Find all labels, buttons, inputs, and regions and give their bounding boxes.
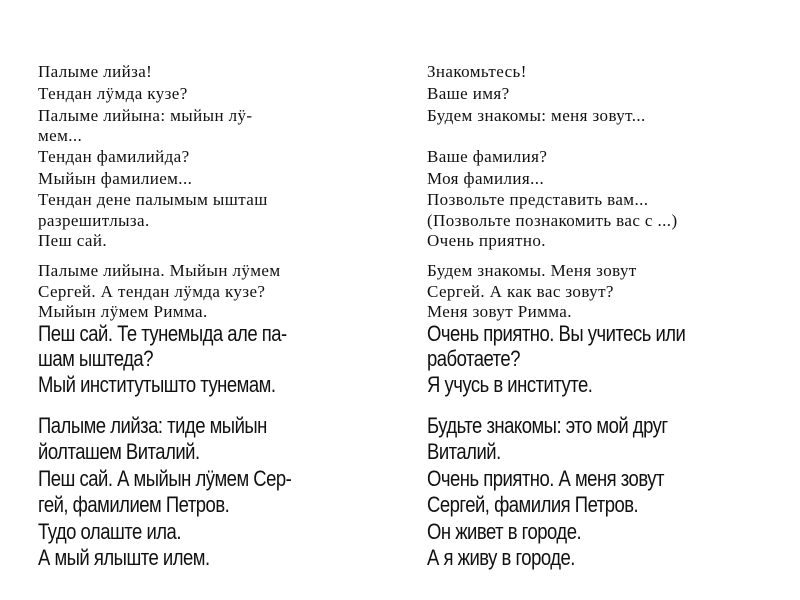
mari-line: разрешитлыза. [38, 211, 150, 230]
russian-line: Ваше фамилия? [427, 147, 548, 166]
mari-line: Мыйын фамилием... [38, 169, 193, 188]
russian-line: Он живет в городе. [427, 519, 582, 544]
mari-line: Сергей. А тендан лӱмда кузе? [38, 282, 266, 301]
russian-line: Я учусь в институте. [427, 372, 593, 397]
russian-line: А я живу в городе. [427, 545, 575, 570]
mari-line: йолташем Виталий. [38, 439, 200, 464]
mari-line: А мый ялыште илем. [38, 545, 210, 570]
russian-line: Позвольте представить вам... [427, 190, 649, 209]
russian-line: работаете? [427, 346, 520, 371]
russian-line: Виталий. [427, 439, 501, 464]
russian-line: Очень приятно. А меня зовут [427, 466, 664, 491]
mari-line: мем... [38, 126, 83, 145]
russian-line: Будем знакомы: меня зовут... [427, 106, 646, 125]
mari-line: Палыме лийза! [38, 62, 153, 81]
mari-line: гей, фамилием Петров. [38, 492, 230, 517]
mari-line: Палыме лийына: мыйын лӱ- [38, 106, 253, 125]
mari-line: Тендан лӱмда кузе? [38, 84, 188, 103]
mari-line: Тендан фамилийда? [38, 147, 190, 166]
russian-line: (Позвольте познакомить вас с ...) [427, 211, 678, 230]
mari-line: Пеш сай. А мыйын лӱмем Сер- [38, 466, 292, 491]
mari-line: Тудо олаште ила. [38, 519, 181, 544]
russian-line: Очень приятно. Вы учитесь или [427, 321, 686, 346]
mari-line: Мыйын лӱмем Римма. [38, 302, 208, 321]
mari-line: Пеш сай. [38, 231, 108, 250]
russian-line: Будем знакомы. Меня зовут [427, 261, 637, 280]
mari-line: шам ыштеда? [38, 346, 153, 371]
russian-line: Сергей. А как вас зовут? [427, 282, 614, 301]
mari-line: Палыме лийына. Мыйын лӱмем [38, 261, 281, 280]
russian-line: Сергей, фамилия Петров. [427, 492, 639, 517]
mari-line: Мый институтышто тунемам. [38, 372, 276, 397]
russian-line: Очень приятно. [427, 231, 546, 250]
russian-line: Знакомьтесь! [427, 62, 527, 81]
russian-line: Моя фамилия... [427, 169, 545, 188]
russian-line: Ваше имя? [427, 84, 510, 103]
russian-line: Меня зовут Римма. [427, 302, 572, 321]
mari-line: Тендан дене палымым ышташ [38, 190, 268, 209]
russian-line: Будьте знакомы: это мой друг [427, 413, 668, 438]
mari-line: Пеш сай. Те тунемыда але па- [38, 321, 287, 346]
mari-line: Палыме лийза: тиде мыйын [38, 413, 267, 438]
